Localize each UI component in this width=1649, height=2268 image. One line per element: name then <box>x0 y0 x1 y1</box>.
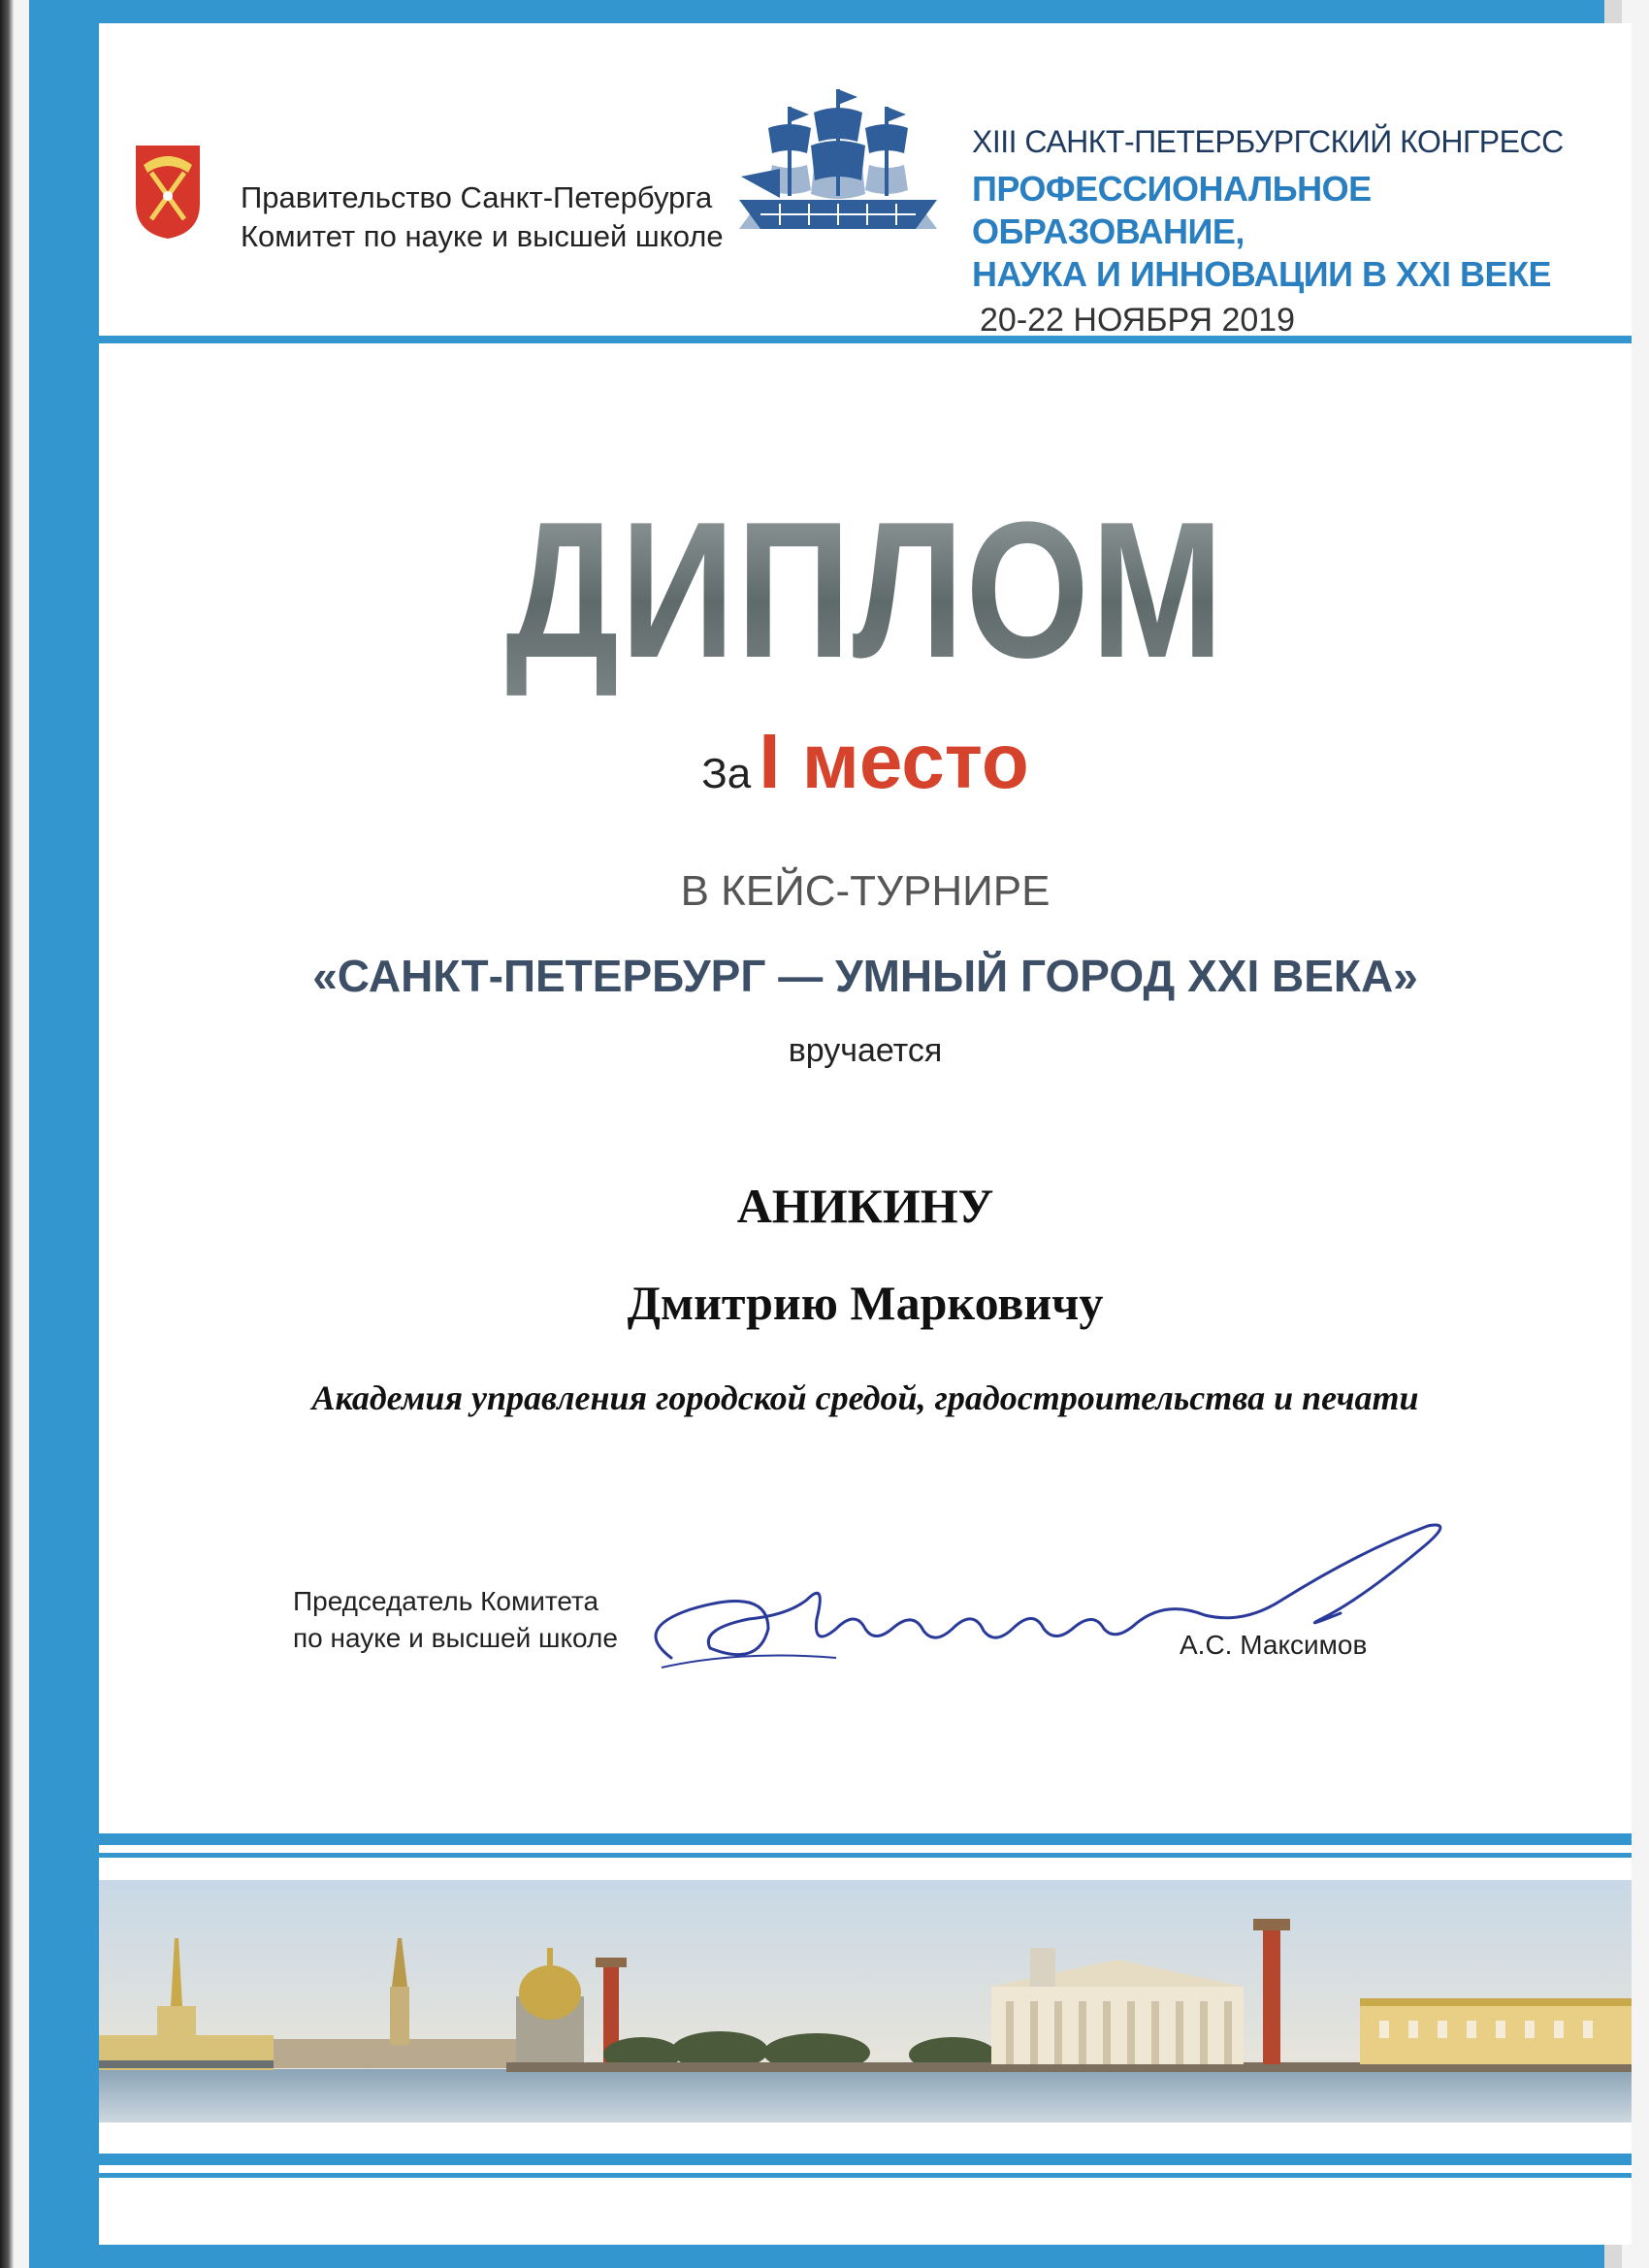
place-prefix: За <box>701 750 752 797</box>
congress-theme-line1: ПРОФЕССИОНАЛЬНОЕ ОБРАЗОВАНИЕ, <box>972 169 1372 251</box>
scan-edge <box>0 0 14 2268</box>
header <box>99 23 1632 343</box>
coat-of-arms-icon <box>134 144 202 241</box>
recipient-surname: АНИКИНУ <box>736 1179 994 1233</box>
place-line <box>99 717 1632 806</box>
diploma-frame <box>29 0 1622 2268</box>
committee-name: Комитет по науке и высшей школе <box>241 219 724 253</box>
place-value: I место <box>759 718 1029 804</box>
congress-theme-line2: НАУКА И ИННОВАЦИИ В XXI ВЕКЕ <box>972 254 1552 294</box>
city-panorama-image <box>99 1880 1632 2122</box>
signatory-name: А.С. Максимов <box>1180 1630 1368 1660</box>
signatory-role-line1: Председатель Комитета <box>293 1586 599 1616</box>
footer-panorama <box>99 1818 1632 2245</box>
footer-stripe-top <box>99 1833 1632 1845</box>
diploma-sheet <box>99 23 1632 2245</box>
diploma-title: ДИПЛОМ <box>237 479 1494 702</box>
tournament-name: «САНКТ-ПЕТЕРБУРГ — УМНЫЙ ГОРОД XXI ВЕКА» <box>312 951 1418 1001</box>
footer-stripe-thin <box>99 1853 1632 1858</box>
tournament-line: В КЕЙС-ТУРНИРЕ <box>680 867 1051 915</box>
recipient-organization: Академия управления городской средой, градостроительства и печати <box>311 1378 1419 1417</box>
congress-title: XIII САНКТ-ПЕТЕРБУРГСКИЙ КОНГРЕСС <box>972 124 1564 159</box>
recipient-given-names: Дмитрию Марковичу <box>627 1276 1104 1330</box>
congress-dates: 20-22 НОЯБРЯ 2019 <box>980 302 1296 339</box>
footer-stripe-bottom <box>99 2154 1632 2165</box>
government-name: Правительство Санкт-Петербурга <box>241 180 713 214</box>
government-block <box>241 178 724 256</box>
signatory-role-line2: по науке и высшей школе <box>293 1623 618 1653</box>
signatory-role <box>293 1583 618 1657</box>
congress-block <box>972 124 1612 340</box>
ship-logo-icon <box>722 83 954 326</box>
awarded-text: вручается <box>788 1032 943 1069</box>
handwritten-signature <box>623 1522 1457 1697</box>
footer-stripe-thin-bottom <box>99 2173 1632 2178</box>
